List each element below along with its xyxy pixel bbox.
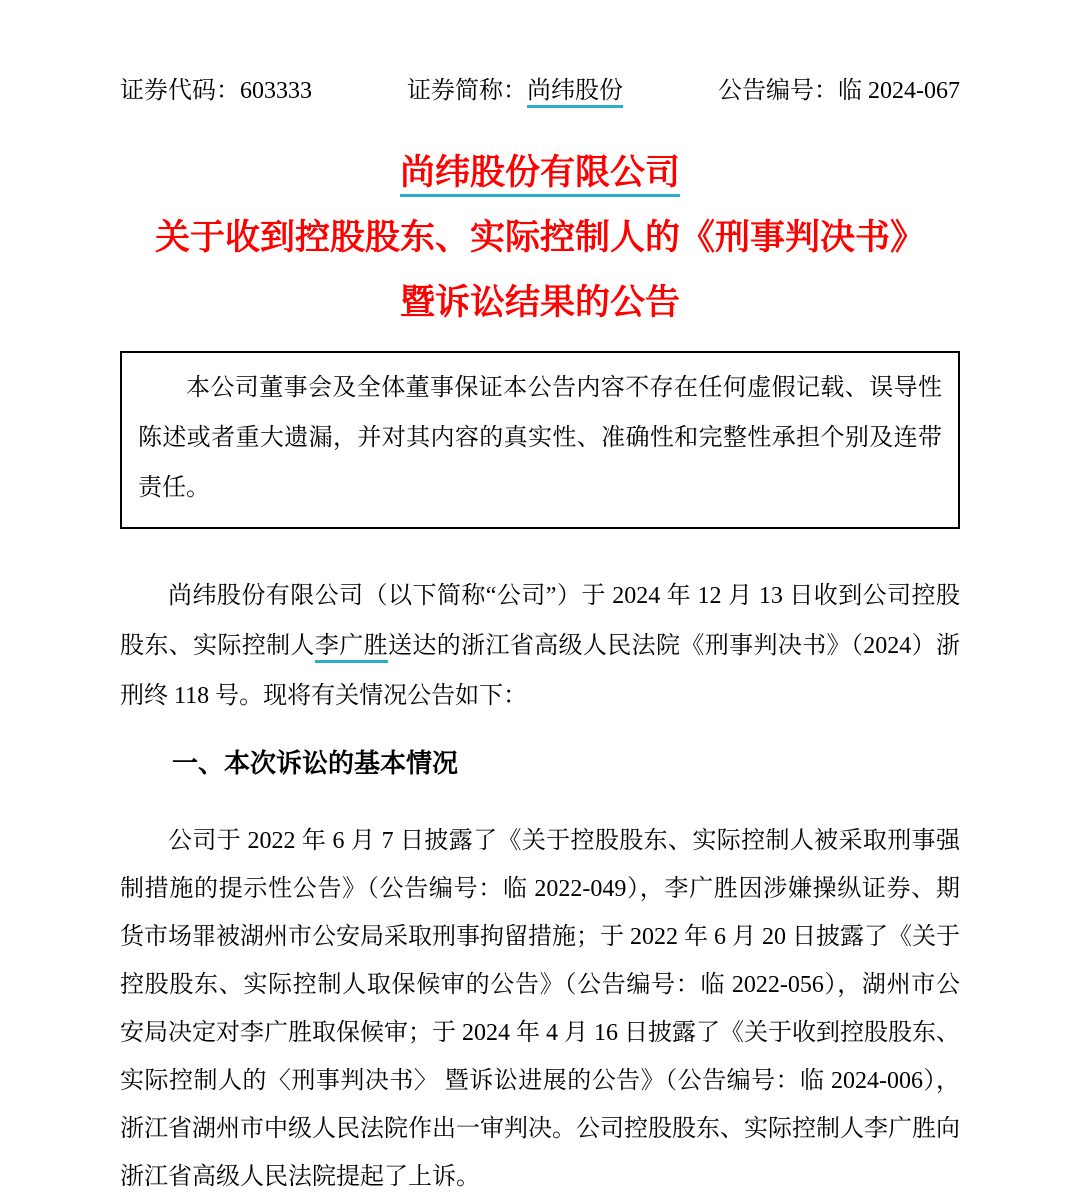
intro-paragraph [120, 571, 960, 721]
intro-text-before: 尚纬股份有限公司（以下简称“公司”）于 2024 年 12 月 13 日收到公司控股股东、实际控制人 [120, 583, 960, 659]
disclaimer-box [120, 351, 960, 529]
document-header [120, 76, 960, 106]
stock-code-label: 证券代码： [120, 78, 240, 104]
section-1-paragraph: 公司于 2022 年 6 月 7 日披露了《关于控股股东、实际控制人被采取刑事强制措施的提示性公告》（公告编号：临 2022-049），李广胜因涉嫌操纵证券、期货市场罪被湖州市公安局采取刑事拘留措施；于 2022 年 6 月 20 日披露了《关于控股股东、实际控制人取保候审的公告》（公告编号：临 2022-056），湖州市公安局决定对李广胜取保候审；于 2024 年 4 月 16 日披露了《关于收到控股股东、实际控制人的〈刑事判决书〉 暨诉讼进展的公告》（公告编号：临 2024-006），浙江省湖州市中级人民法院作出一审判决。公司控股股东、实际控制人李广胜向浙江省高级人民法院提起了上诉。 [120, 828, 960, 1190]
announcement-number-label: 公告编号： [718, 78, 838, 104]
title-subject-line: 关于收到控股股东、实际控制人的《刑事判决书》 [154, 218, 925, 257]
controller-name-underlined: 李广胜 [315, 633, 388, 663]
announcement-number-value: 临 2024-067 [838, 78, 960, 104]
section-1-heading: 一、本次诉讼的基本情况 [172, 748, 459, 778]
stock-code-value: 603333 [240, 78, 312, 104]
stock-name-label: 证券简称： [407, 78, 527, 104]
title-company-name: 尚纬股份有限公司 [120, 140, 960, 205]
stock-code [120, 76, 312, 106]
title-suffix-line: 暨诉讼结果的公告 [399, 283, 680, 322]
announcement-number [718, 76, 960, 106]
document-title [120, 140, 960, 335]
intro-text-after: 送达的浙江省高级人民法院《刑事判决书》（2024）浙刑终 118 号。现将有关情况公告如下： [120, 633, 961, 709]
disclaimer-text: 本公司董事会及全体董事保证本公告内容不存在任何虚假记载、误导性陈述或者重大遗漏，并对其内容的真实性、准确性和完整性承担个别及连带责任。 [138, 375, 942, 501]
stock-name-value: 尚纬股份 [527, 78, 623, 108]
stock-name [407, 76, 623, 106]
